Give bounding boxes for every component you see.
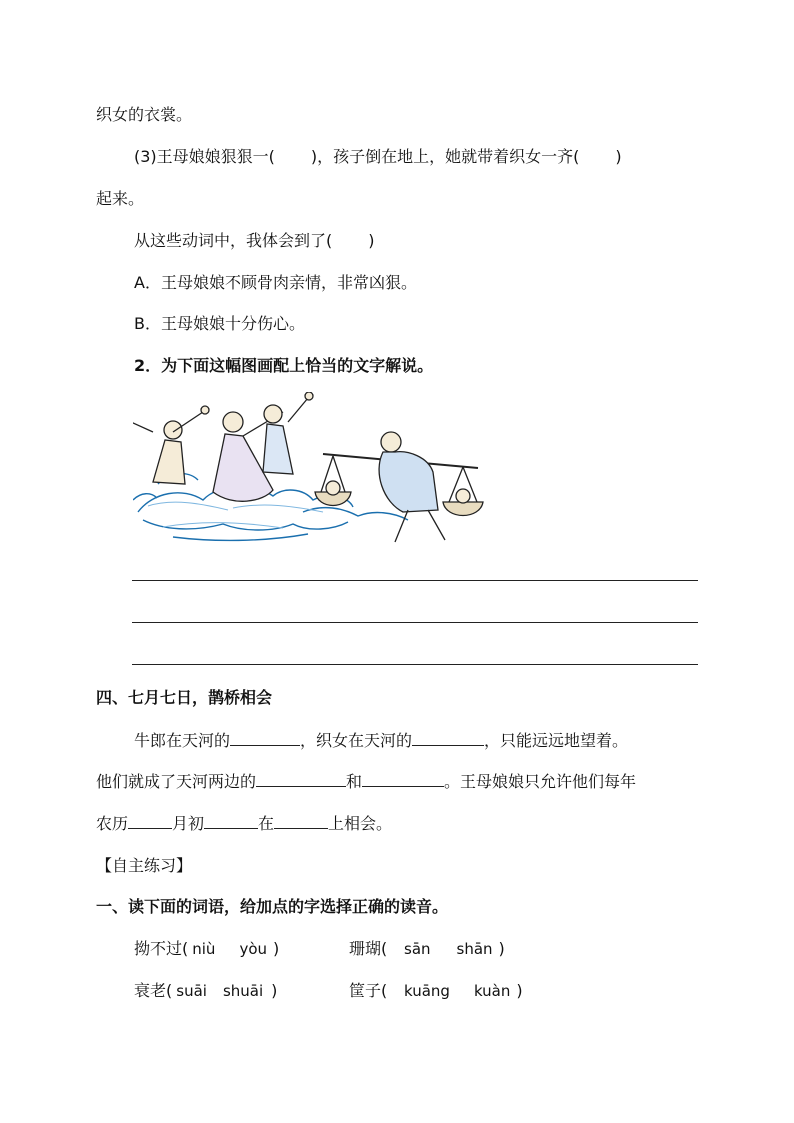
word: 衰老( [134, 981, 173, 1000]
self-practice-question-1: 一、读下面的词语，给加点的字选择正确的读音。 [96, 897, 449, 916]
pinyin-option[interactable]: kuāng [404, 982, 450, 1000]
option-a: A．王母娘娘不顾骨肉亲情，非常凶狠。 [134, 273, 417, 292]
item3-continuation: 起来。 [96, 189, 145, 208]
section4-paragraph-line-3 [96, 813, 392, 835]
fill-blank[interactable] [256, 772, 346, 787]
text-segment: 在 [258, 814, 275, 833]
text-segment: 牛郎在天河的 [134, 731, 231, 750]
pinyin-option[interactable]: shuāi [222, 982, 264, 1000]
word: 筐子( [349, 981, 388, 1000]
answer-line[interactable] [132, 580, 698, 581]
text-line: 织女的衣裳。 [96, 105, 193, 124]
word: ) [516, 981, 523, 1000]
fill-blank[interactable] [204, 814, 258, 829]
fill-blank[interactable] [412, 731, 484, 746]
text-segment: ，只能远远地望着。 [484, 731, 629, 750]
question-3-item [134, 146, 622, 168]
text-segment: 农历 [96, 814, 129, 833]
pinyin-option[interactable]: shān [456, 940, 493, 958]
pinyin-option[interactable]: yòu [239, 940, 267, 958]
pinyin-option[interactable]: kuàn [473, 982, 511, 1000]
cowherd-and-weaver-scene-illustration [133, 392, 505, 548]
text-segment: 他们就成了天河两边的 [96, 772, 257, 791]
item3-suffix: ) [615, 147, 622, 166]
word: 拗不过( [134, 939, 189, 958]
text-segment: 。王母娘娘只允许他们每年 [444, 772, 637, 791]
fill-blank[interactable] [274, 814, 328, 829]
text-segment: 上相会。 [328, 814, 393, 833]
word: ) [498, 939, 505, 958]
word: 珊瑚( [349, 939, 388, 958]
pinyin-option[interactable]: suāi [176, 982, 207, 1000]
question-prompt [134, 230, 375, 252]
word: ) [271, 981, 278, 1000]
pinyin-option[interactable]: niù [192, 940, 216, 958]
section4-paragraph-line-2 [96, 771, 636, 793]
prompt-prefix: 从这些动词中，我体会到了( [134, 231, 333, 250]
pinyin-row [134, 938, 505, 960]
fill-blank[interactable] [128, 814, 172, 829]
self-practice-title: 【自主练习】 [96, 856, 193, 875]
answer-line[interactable] [132, 622, 698, 623]
text-segment: 和 [346, 772, 363, 791]
prompt-suffix: ) [368, 231, 375, 250]
pinyin-option[interactable]: sān [404, 940, 431, 958]
pinyin-row [134, 980, 523, 1002]
answer-line[interactable] [132, 664, 698, 665]
text-segment: ，织女在天河的 [300, 731, 413, 750]
option-b: B．王母娘娘十分伤心。 [134, 314, 305, 333]
item3-prefix: (3)王母娘娘狠狠一( [134, 147, 275, 166]
section4-paragraph-line-1 [134, 730, 628, 752]
text-segment: 月初 [172, 814, 205, 833]
section-4-heading: 四、七月七日，鹊桥相会 [96, 688, 273, 707]
item3-mid: )，孩子倒在地上，她就带着织女一齐( [310, 147, 580, 166]
fill-blank[interactable] [230, 731, 300, 746]
word: ) [273, 939, 280, 958]
question-2: 2．为下面这幅图画配上恰当的文字解说。 [134, 356, 434, 375]
fill-blank[interactable] [362, 772, 444, 787]
